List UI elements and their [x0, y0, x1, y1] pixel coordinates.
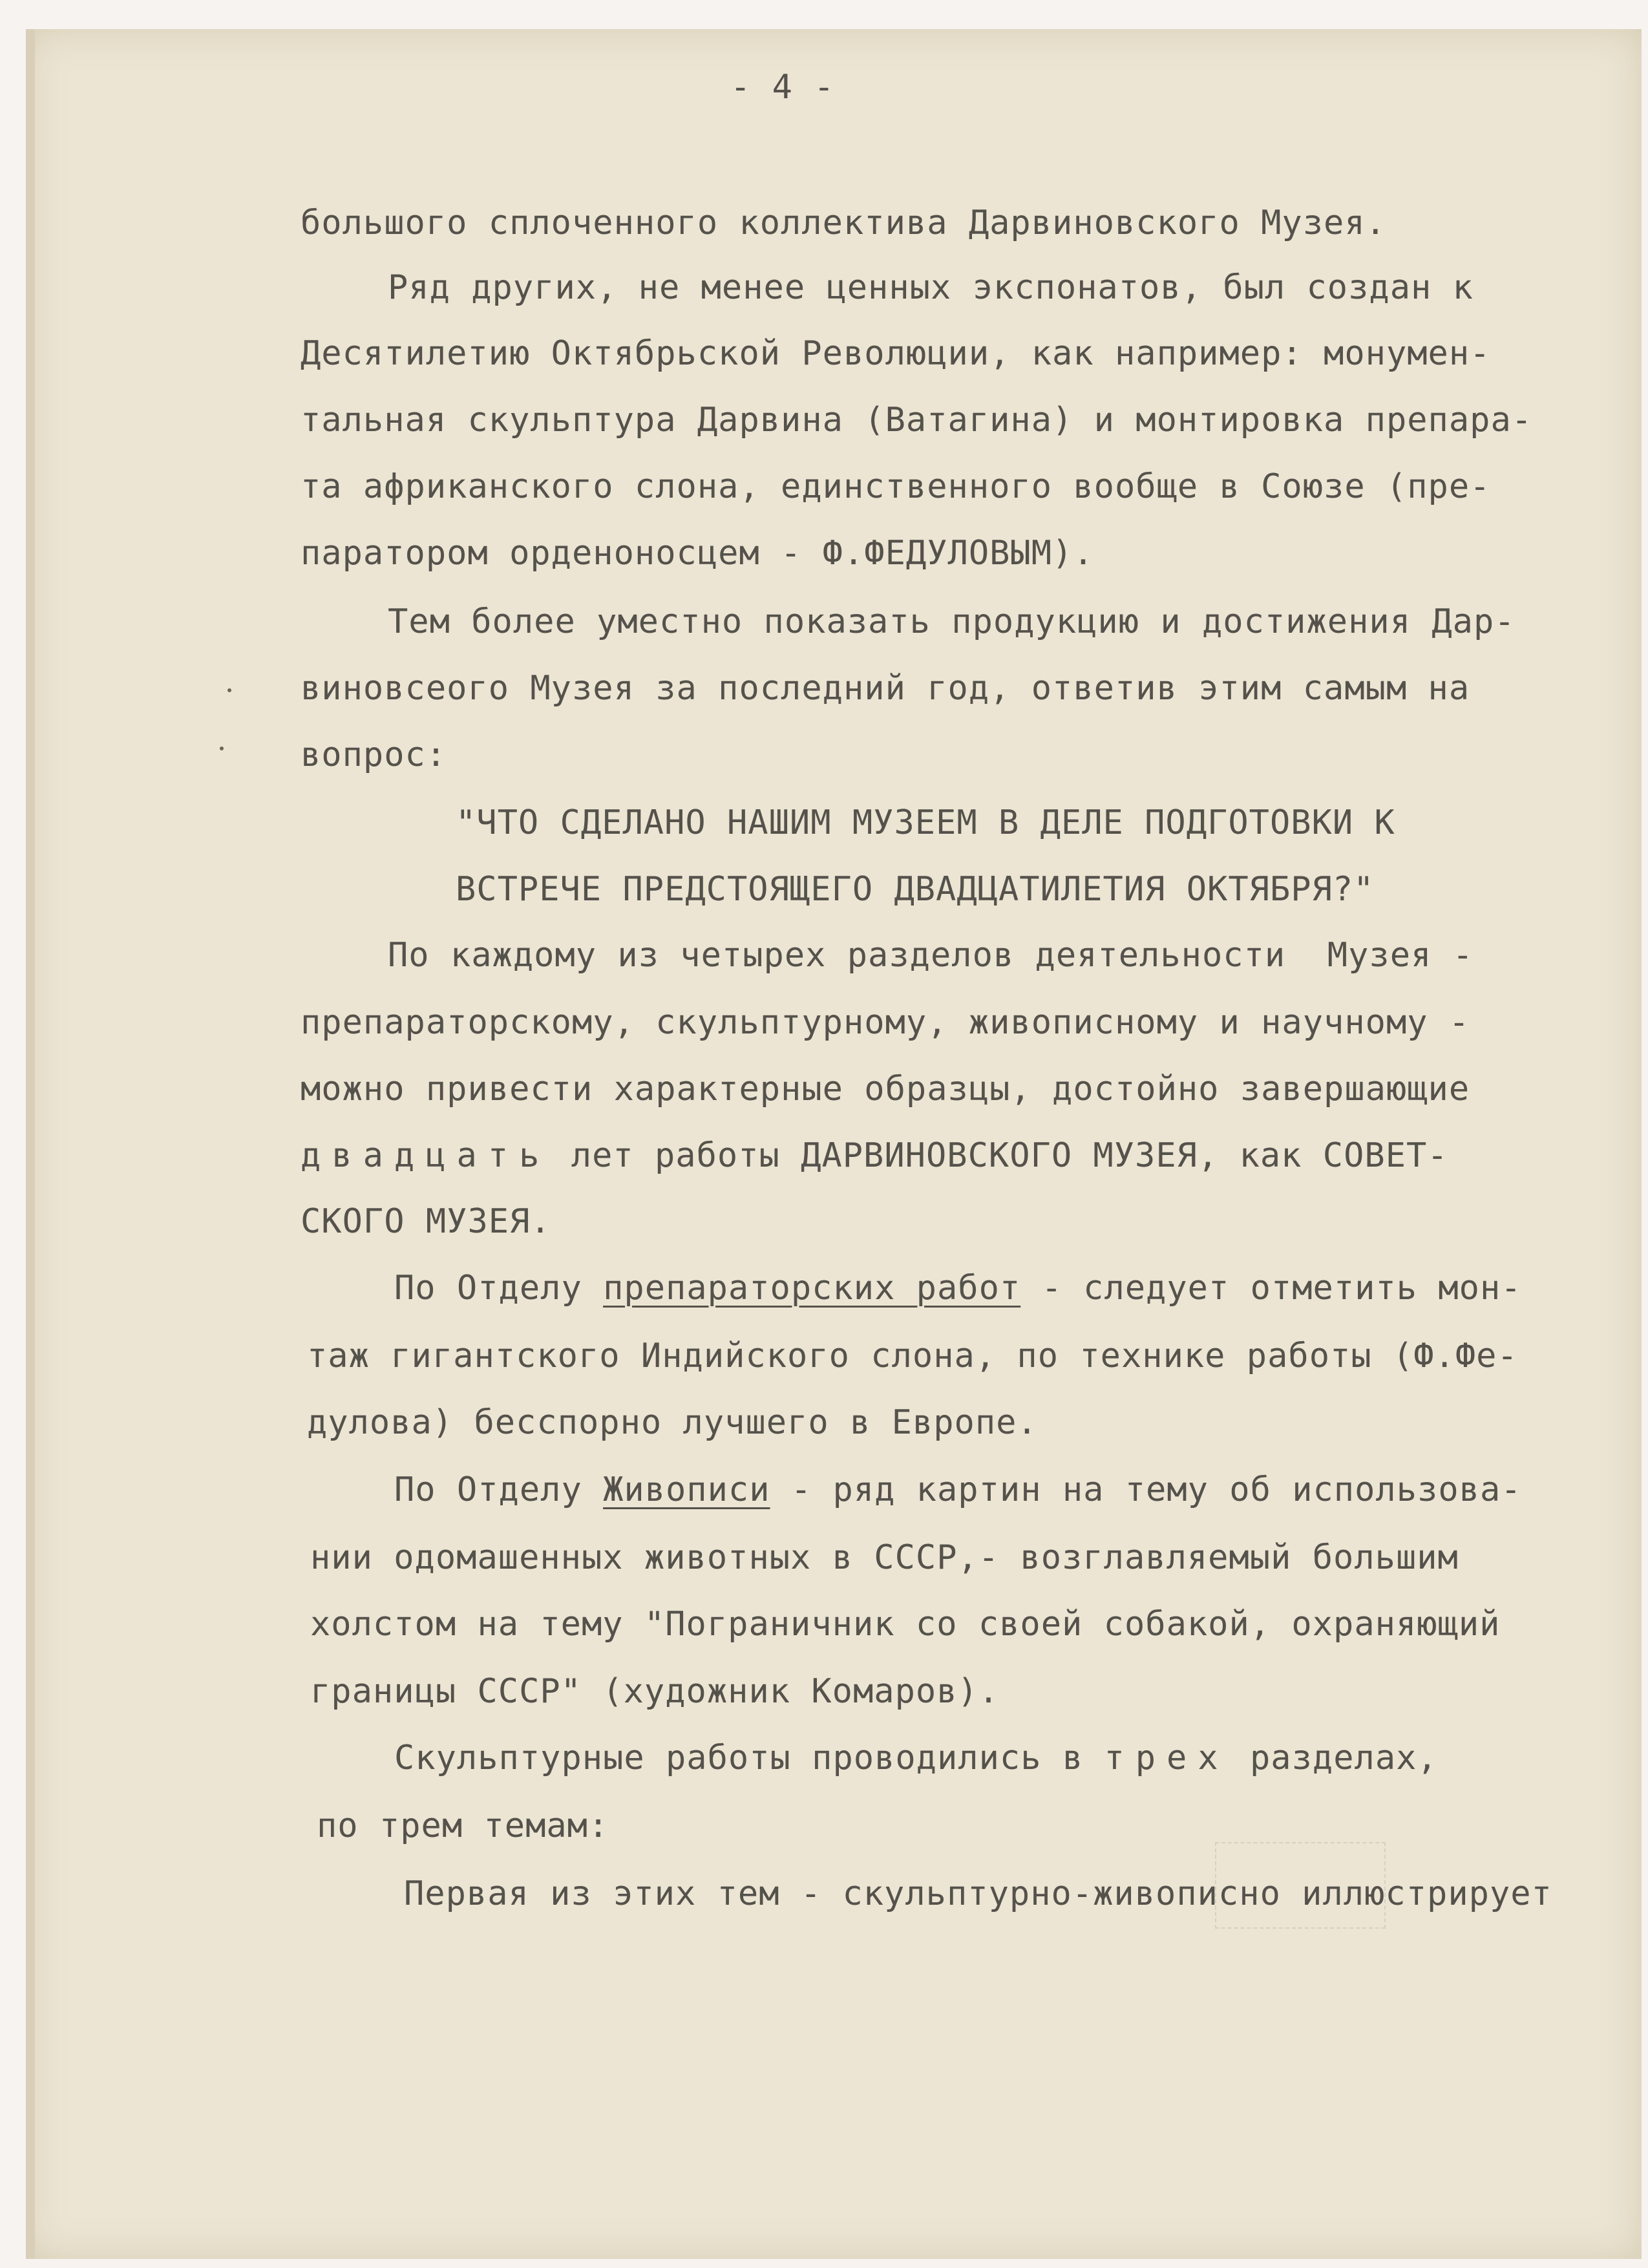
page-number: - 4 - — [730, 68, 835, 107]
underlined-phrase: препараторских работ — [603, 1269, 1021, 1308]
text-line: нии одомашенных животных в СССР,- возглавляемый большим — [310, 1538, 1459, 1577]
quote-line: "ЧТО СДЕЛАНО НАШИМ МУЗЕЕМ В ДЕЛЕ ПОДГОТОВКИ К — [456, 803, 1395, 842]
text-line: дулова) бесспорно лучшего в Европе. — [307, 1403, 1038, 1442]
text-line: границы СССР" (художник Комаров). — [310, 1672, 1000, 1711]
text-line: вопрос: — [301, 736, 447, 774]
paper-speck — [220, 747, 224, 750]
text-line: холстом на тему "Пограничник со своей собакой, охраняющий — [310, 1605, 1501, 1644]
text-line: паратором орденоносцем - Ф.ФЕДУЛОВЫМ). — [301, 534, 1094, 573]
quote-line: ВСТРЕЧЕ ПРЕДСТОЯЩЕГО ДВАДЦАТИЛЕТИЯ ОКТЯБРЯ?" — [456, 870, 1375, 909]
spaced-word: двадцать — [301, 1136, 551, 1175]
text-line: та африканского слона, единственного вообще в Союзе (пре- — [301, 467, 1491, 506]
text-line: Тем более уместно показать продукцию и достижения Дар- — [388, 602, 1516, 641]
text-line: По каждому из четырех разделов деятельности Музея - — [388, 936, 1474, 975]
paper-edge — [26, 29, 35, 2259]
text-line: виновсеого Музея за последний год, ответив этим самым на — [301, 669, 1470, 708]
text-line: Скульптурные работы проводились в трех разделах, — [394, 1739, 1438, 1777]
text-line: можно привести характерные образцы, достойно завершающие — [301, 1070, 1470, 1108]
text-line: СКОГО МУЗЕЯ. — [301, 1202, 551, 1241]
text-line: двадцать лет работы ДАРВИНОВСКОГО МУЗЕЯ, как СОВЕТ- — [301, 1136, 1448, 1175]
paper-speck — [227, 688, 231, 692]
text-line: Ряд других, не менее ценных экспонатов, был создан к — [388, 268, 1474, 307]
text-line: таж гигантского Индийского слона, по технике работы (Ф.Фе- — [307, 1337, 1518, 1375]
text-line: по трем темам: — [317, 1807, 609, 1845]
text-line: большого сплоченного коллектива Дарвиновского Музея. — [301, 204, 1386, 242]
text-line: Первая из этих тем - скульптурно-живописно иллюстрирует — [404, 1874, 1552, 1913]
underlined-phrase: Живописи — [603, 1470, 770, 1509]
text-line: тальная скульптура Дарвина (Ватагина) и монтировка препара- — [301, 401, 1533, 440]
text-line: По Отделу Живописи - ряд картин на тему об использова- — [394, 1470, 1522, 1509]
spaced-word: трех — [1104, 1739, 1229, 1777]
text-line: препараторскому, скульптурному, живописному и научному - — [301, 1003, 1470, 1042]
text-line: По Отделу препараторских работ - следует отметить мон- — [394, 1269, 1522, 1308]
text-line: Десятилетию Октябрьской Революции, как например: монумен- — [301, 334, 1491, 373]
